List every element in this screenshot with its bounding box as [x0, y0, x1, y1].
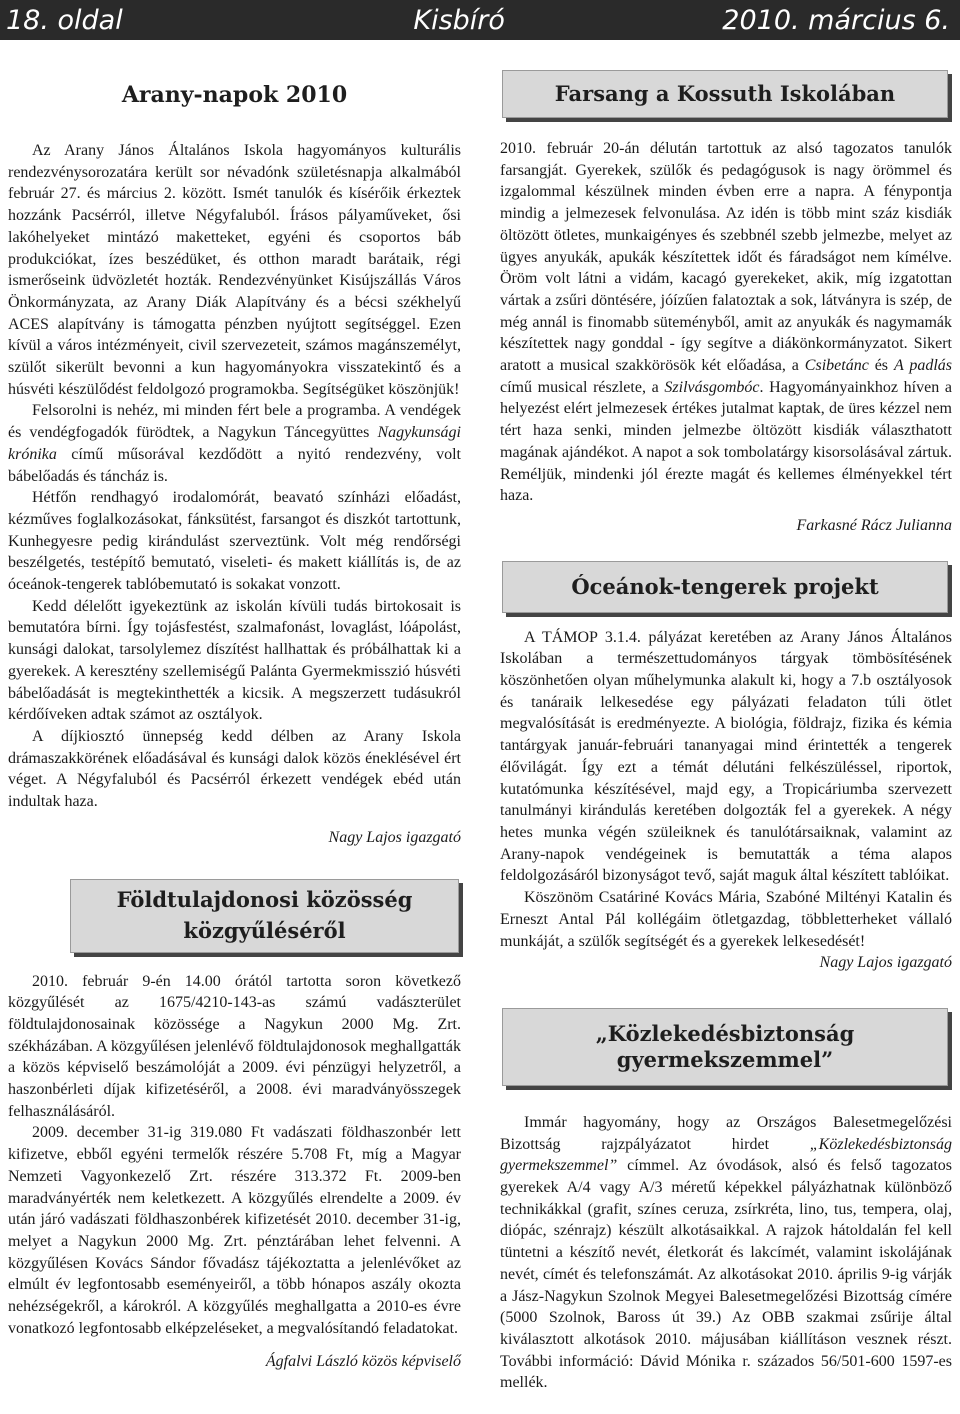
- article-body-foldtulajdonosi: [8, 971, 461, 1340]
- paragraph: A TÁMOP 3.1.4. pályázat keretében az Arany János Általános Iskolában a természettudományos tárgyak tömbösítésének köszönhetően olyan műhelymunka alakult ki, hogy a 7.b osztályosok és tanáraik lelkesedése egy pályázati feladaton túli ötlet megvalósítását is eredményezte. A biológia, földrajz, fizika és kémia tantárgyak január-februári tananyagai mind érintették a tengerek élővilágát. Így ezt a témát délutáni felkészüléssel, riportok, kutatómunka készítésével, majd egy, a Tropicáriumba szervezett tanulmányi kirándulás keretében dolgozták fel a gyerekek. A négy hetes munka végén szüleiknek és tanulótársaiknak, valamint az Arany-napok vendégeinek is bemutatták a téma alapos feldolgozásáról bizonyságot tevő, saját maguk által készített tablóikat.: [500, 628, 952, 885]
- article-signature: Farkasné Rácz Julianna: [796, 516, 952, 534]
- article-title-arany-napok: Arany-napok 2010: [12, 70, 457, 116]
- article-title-foldtulajdonosi: Földtulajdonosi közösség közgyűléséről: [70, 879, 459, 953]
- paragraph: Köszönöm Csatáriné Kovács Mária, Szabóné Miltényi Katalin és Erneszt Antal Pál kollégáim ötletgazdag, többletterheket vállaló munkáját, a szülők segítségét és a gyerekek lelkesedését!: [500, 889, 952, 950]
- paragraph: A díjkiosztó ünnepség kedd délben az Arany Iskola drámaszakkörének előadásával és kunsági dalok közös éneklésével ért véget. A Négyfaluból és Pacsérról érkezett vendégek ebéd után indultak haza.: [8, 727, 461, 811]
- article-signature: Nagy Lajos igazgató: [328, 828, 461, 846]
- article-body-oceanok: [500, 627, 952, 953]
- paragraph: Az Arany János Általános Iskola hagyományos kulturális rendezvénysorozatára került sor névadónk születésnapja alkalmából február 27. és március 2. között. Ismét tanulók és kísérőik érkeztek hozzánk Pacsérról, illetve Négyfaluból. Írásos pályaműveket, ősi lakóhelyeket mintázó maketteket, egyéni és csoportos báb produkciókat, ízes beszédüket, és otthon maradt barátaik, régi ismerőseink üdvözletét hozták. Rendezvényünket Kisújszállás Város Önkormányzata, az Arany Diák Alapítvány és a bécsi székhelyű ACES alapítvány is támogatta pénzben nyújtott segítséggel. Ezen kívül a város intézményeit, civil szervezeteit, számos magánszemélyt, szülőt sikerült bevonni a kun hagyományokra visszatekintő és a húsvéti készülődést feldolgozó programokba. Segítségüket köszönjük!: [8, 142, 461, 398]
- article-body-kozlekedesbiztonsag: [500, 1112, 952, 1394]
- page-header: [0, 0, 960, 40]
- article-title-kozlekedesbiztonsag: „Közlekedésbiztonság gyermekszemmel”: [502, 1008, 948, 1086]
- article-body-farsang: [500, 138, 952, 507]
- publication-title: Kisbíró: [413, 4, 505, 36]
- paragraph: 2010. február 9-én 14.00 órától tartotta soron következő közgyűlését az 1675/4210-143-as számú vadászterület földtulajdonosainak közössége a Nagykun 2000 Mg. Zrt. székházában. A közgyűlésen jelenlévő földtulajdonosok meghallgatták a közös képviselő beszámolóját a 2009. évi pénzügyi helyzetről, a haszonbérleti díjak kifizetéséről, a 2008. évi maradványösszegek felhasználásáról.: [8, 972, 461, 1120]
- paragraph: Immár hagyomány, hogy az Országos Balesetmegelőzési Bizottság rajzpályázatot hirdet „Közlekedésbiztonság gyermekszemmel” címmel. Az óvodások, alsó és felső tagozatos gyerekek A/4 vagy A/3 méretű képekkel pályázhatnak különböző technikákkal (grafit, színes ceruza, zsírkréta, lino, tus, tempera, olaj, diópác, szénrajz) készült alkotásaikkal. A rajzok hátoldalán fel kell tüntetni a készítő nevét, életkorát és lakcímét, valamint iskolájának nevét, címét és telefonszámát. Az alkotásokat 2010. április 9-ig várják a Jász-Nagykun Szolnok Megyei Balesetmegelőzési Bizottság címére (5000 Szolnok, Baross út 39.) Az OBB szakmai zsűrije által kiválasztott alkotások 2010. májusában kiállításon vesznek részt. További információ: Dávid Mónika r. százados 56/501-600 1597-es mellék.: [500, 1113, 952, 1392]
- page-number: 18. oldal: [6, 4, 123, 36]
- paragraph: Kedd délelőtt igyekeztünk az iskolán kívüli tudás birtokosait is bemutatóra bírni. Így tojásfestést, szalmafonást, lovaglást, lóápolást, kunsági dalokat, tarsolylemez díszítést hallhattak és próbálhattak ki a gyerekek. A keresztény szellemiségű Palánta Gyermekmisszió húsvéti bábelőadását is megtekinthették a kicsik. A megszerzett tudásukról kérdőíveken adtak számot az osztályok.: [8, 597, 461, 724]
- article-signature: Ágfalvi László közös képviselő: [265, 1353, 461, 1371]
- issue-date: 2010. március 6.: [722, 4, 950, 36]
- article-title-farsang: Farsang a Kossuth Iskolában: [502, 70, 948, 118]
- paragraph: Felsorolni is nehéz, mi minden fért bele a programba. A vendégek és vendégfogadók fürödtek, a Nagykun Táncegyüttes Nagykunsági krónika című műsorával kezdődött a nyitó rendezvény, volt bábelőadás és táncház is.: [8, 402, 461, 485]
- paragraph: 2009. december 31-ig 319.080 Ft vadászati földhaszonbér lett kifizetve, ebből egyéni termelők részére 5.708 Ft, míg a Magyar Nemzeti Vagyonkezelő Zrt. részére 313.372 Ft. 2009-ben maradványérték nem keletkezett. A közgyűlés elrendelte a 2009. év után járó vadászati földhaszonbérek kifizetését 2010. december 31-ig, melyet a Nagykun 2000 Mg. Zrt. pénztárában lehet felvenni. A közgyűlésen Kovács Sándor fővadász tájékoztatta a jelenlévőket az elmúlt év legfontosabb eseményeiről, a több hónapos aszály okozta nehézségekről, a károkról. A közgyűlés meghallgatta a 2010-es évre vonatkozó legfontosabb elképzeléseket, a megvalósítandó feladatokat.: [8, 1124, 461, 1337]
- right-column: [500, 62, 952, 1394]
- article-signature: Nagy Lajos igazgató: [819, 954, 952, 972]
- paragraph: Hétfőn rendhagyó irodalomórát, beavató színházi előadást, kézműves foglalkozásokat, fánksütést, farsangot és diszkót tartottunk, Kunhegyesre pedig kirándulást szerveztünk. Volt még rendőrségi beszélgetés, testépítő bemutató, viseleti- és makett kiállítás is, de az óceánok-tengerek tablóbemutató is sokakat vonzott.: [8, 489, 461, 594]
- left-column: [8, 62, 461, 1373]
- paragraph: 2010. február 20-án délután tartottuk az alsó tagozatos tanulók farsangját. Gyerekek, szülők és pedagógusok is nagy örömmel és izgalommal készülnek minden évben erre a napra. A fénypontja mindig a jelmezesek felvonulása. Az idén is több mint száz kisdiák öltözött ötletes, munkaigényes és szebbnél szebb jelmezbe, melyet az ügyes anyukák, apukák készítettek időt és fáradságot nem kímélve. Öröm volt látni a vidám, kacagó gyerekeket, akik, míg izgatottan vártak a zsűri döntésére, jóízűen falatoztak a sok, látványra is szép, de még annál is finomabb süteményből, amit az anyukák és nagymamák készítettek nagy gonddal - így segítve a diákönkormányzatot. Sikert aratott a musical szakkörösök két előadása, a Csibetánc és A padlás című musical részlete, a Szilvásgombóc. Hagyományainkhoz híven a helyezést elért jelmezesek értékes jutalmat kaptak, de üres kézzel nem tért haza senki, minden jelmezbe öltözött kisdiák választhatott magának ajándékot. A napot a sok tombolatárgy kisorsolásával zártuk. Reméljük, mindenki jól érezte magát és kellemes élményekkel tért haza.: [500, 140, 953, 505]
- article-body-arany-napok: [8, 140, 461, 813]
- article-title-oceanok: Óceánok-tengerek projekt: [502, 561, 948, 613]
